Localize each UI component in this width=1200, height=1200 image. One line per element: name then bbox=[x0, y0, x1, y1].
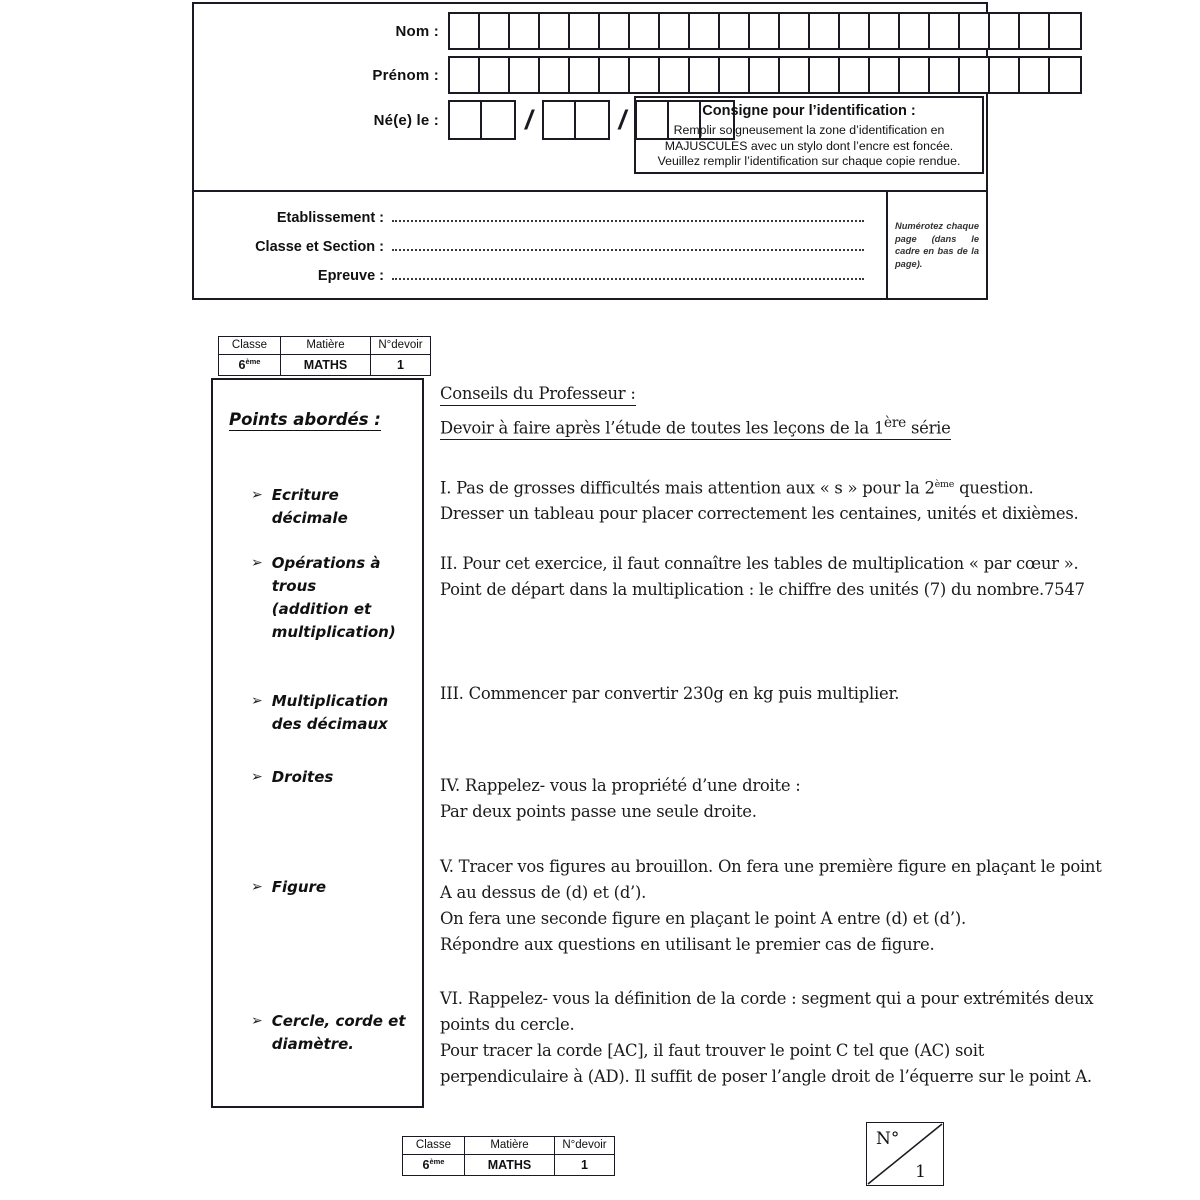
conseil-line-text: Dresser un tableau pour placer correctement les centaines, unités et dixièmes. bbox=[440, 504, 1079, 524]
value-numero-devoir: 1 bbox=[555, 1155, 615, 1176]
conseils-heading-text: Conseils du Professeur : bbox=[440, 384, 636, 406]
subheading-pre: Devoir à faire après l’étude de toutes les leçons de la 1 bbox=[440, 418, 885, 438]
epreuve-input-line[interactable] bbox=[392, 266, 864, 280]
points-abordes-box bbox=[211, 378, 424, 1108]
conseil-line-text: II. Pour cet exercice, il faut connaître les tables de multiplication « par cœur ». bbox=[440, 554, 1079, 573]
naissance-label: Né(e) le : bbox=[373, 111, 439, 129]
conseil-line bbox=[440, 1012, 1093, 1038]
field-row-epreuve bbox=[194, 266, 886, 284]
points-abordes-item-line: Opérations à bbox=[271, 554, 381, 572]
char-cell[interactable] bbox=[870, 58, 900, 92]
points-abordes-item bbox=[251, 1010, 419, 1056]
points-abordes-title bbox=[229, 410, 381, 429]
value-classe-number: 6 bbox=[422, 1158, 430, 1173]
arrow-bullet-icon: ➢ bbox=[251, 554, 263, 570]
char-cell[interactable] bbox=[840, 14, 870, 48]
points-abordes-item-line: Cercle, corde et bbox=[271, 1012, 406, 1030]
points-abordes-item-line: Multiplication bbox=[271, 692, 389, 710]
points-abordes-item-line: (addition et bbox=[271, 600, 372, 618]
value-classe-suffix: ème bbox=[245, 357, 261, 366]
char-cell[interactable] bbox=[450, 102, 482, 138]
char-cell[interactable] bbox=[780, 58, 810, 92]
char-cell[interactable] bbox=[990, 58, 1020, 92]
conseil-item-i bbox=[440, 472, 1079, 527]
char-cell[interactable] bbox=[540, 14, 570, 48]
char-cell[interactable] bbox=[630, 58, 660, 92]
points-abordes-item bbox=[251, 690, 419, 736]
conseil-line-text: Pour tracer la corde [AC], il faut trouver le point C tel que (AC) soit bbox=[440, 1041, 985, 1060]
char-cell[interactable] bbox=[750, 58, 780, 92]
char-cell[interactable] bbox=[840, 58, 870, 92]
field-row-nom bbox=[274, 12, 1082, 50]
char-cell[interactable] bbox=[690, 14, 720, 48]
char-cell[interactable] bbox=[600, 14, 630, 48]
conseil-item-v bbox=[440, 854, 1102, 958]
consigne-title: Consigne pour l’identification : bbox=[702, 103, 916, 119]
birth-day-boxes[interactable] bbox=[448, 100, 516, 140]
char-cell[interactable] bbox=[780, 14, 810, 48]
char-cell[interactable] bbox=[720, 58, 750, 92]
value-matiere: MATHS bbox=[281, 355, 371, 376]
char-cell[interactable] bbox=[570, 14, 600, 48]
field-row-classe-section bbox=[194, 237, 886, 255]
char-cell[interactable] bbox=[480, 58, 510, 92]
conseil-line-text: Point de départ dans la multiplication : le chiffre des unités (7) du nombre.7547 bbox=[440, 580, 1085, 599]
arrow-bullet-icon: ➢ bbox=[251, 486, 263, 502]
page-number-box[interactable] bbox=[866, 1122, 944, 1186]
conseil-line bbox=[440, 854, 1102, 880]
value-classe-suffix: ème bbox=[429, 1157, 445, 1166]
page-number-value: 1 bbox=[915, 1162, 926, 1182]
conseil-line-text: V. Tracer vos figures au brouillon. On fera une première figure en plaçant le point bbox=[440, 857, 1102, 876]
conseil-line bbox=[440, 1038, 1093, 1064]
conseil-line bbox=[440, 501, 1079, 527]
epreuve-label: Epreuve : bbox=[317, 268, 384, 284]
conseil-item-ii bbox=[440, 551, 1085, 603]
conseil-line bbox=[440, 472, 1079, 501]
conseil-line bbox=[440, 773, 801, 799]
conseil-line bbox=[440, 551, 1085, 577]
field-row-prenom bbox=[274, 56, 1082, 94]
char-cell[interactable] bbox=[870, 14, 900, 48]
points-abordes-item-line: des décimaux bbox=[271, 715, 388, 733]
nom-label: Nom : bbox=[395, 22, 439, 40]
points-abordes-item bbox=[251, 876, 419, 899]
points-abordes-item-label bbox=[272, 690, 388, 736]
char-cell[interactable] bbox=[450, 14, 480, 48]
date-separator-1: / bbox=[525, 104, 533, 135]
char-cell[interactable] bbox=[576, 102, 608, 138]
identification-bottom-section bbox=[194, 192, 986, 298]
consigne-line-2: MAJUSCULES avec un stylo dont l’encre est foncée. bbox=[664, 138, 954, 153]
points-abordes-item-line: multiplication) bbox=[271, 623, 396, 641]
conseil-line bbox=[440, 880, 1102, 906]
char-cell[interactable] bbox=[960, 14, 990, 48]
char-cell[interactable] bbox=[930, 14, 960, 48]
conseil-line-superscript: ème bbox=[934, 479, 955, 490]
value-numero-devoir: 1 bbox=[371, 355, 431, 376]
char-cell[interactable] bbox=[690, 58, 720, 92]
birth-month-boxes[interactable] bbox=[542, 100, 610, 140]
char-cell[interactable] bbox=[510, 58, 540, 92]
char-cell[interactable] bbox=[810, 58, 840, 92]
char-cell[interactable] bbox=[630, 14, 660, 48]
info-table-top bbox=[218, 336, 431, 376]
dotted-fields-area bbox=[194, 192, 888, 298]
conseil-line-text: A au dessus de (d) et (d’). bbox=[440, 883, 647, 902]
conseil-line bbox=[440, 1064, 1093, 1090]
nom-input-boxes[interactable] bbox=[448, 12, 1082, 50]
conseil-item-vi bbox=[440, 986, 1093, 1090]
char-cell[interactable] bbox=[1050, 14, 1080, 48]
char-cell[interactable] bbox=[750, 14, 780, 48]
page-number-label: N° bbox=[876, 1129, 900, 1149]
conseil-line-text: points du cercle. bbox=[440, 1015, 575, 1034]
arrow-bullet-icon: ➢ bbox=[251, 878, 263, 894]
char-cell[interactable] bbox=[720, 14, 750, 48]
info-table-bottom bbox=[402, 1136, 615, 1176]
conseil-line-text: IV. Rappelez- vous la propriété d’une droite : bbox=[440, 776, 801, 795]
table-row-headers bbox=[219, 337, 431, 355]
conseil-line-text: VI. Rappelez- vous la définition de la corde : segment qui a pour extrémités deux bbox=[440, 989, 1094, 1008]
table-row-values bbox=[403, 1155, 615, 1176]
conseils-subheading bbox=[440, 415, 951, 440]
numerotez-note-area bbox=[888, 192, 986, 298]
conseil-line-text: perpendiculaire à (AD). Il suffit de poser l’angle droit de l’équerre sur le point A. bbox=[440, 1067, 1092, 1086]
points-abordes-item-line: Ecriture bbox=[271, 486, 339, 504]
header-matiere: Matière bbox=[281, 337, 371, 355]
conseil-line bbox=[440, 986, 1093, 1012]
points-abordes-item-line: diamètre. bbox=[271, 1035, 354, 1053]
points-abordes-item-label bbox=[272, 484, 348, 530]
char-cell[interactable] bbox=[900, 14, 930, 48]
char-cell[interactable] bbox=[450, 58, 480, 92]
header-numero-devoir: N°devoir bbox=[555, 1137, 615, 1155]
points-abordes-item-label bbox=[272, 552, 396, 644]
value-matiere: MATHS bbox=[465, 1155, 555, 1176]
points-abordes-item-label bbox=[272, 876, 326, 899]
char-cell[interactable] bbox=[960, 58, 990, 92]
consigne-panel bbox=[634, 96, 984, 174]
consigne-line-1: Remplir soigneusement la zone d’identification en bbox=[673, 123, 945, 137]
char-cell[interactable] bbox=[510, 14, 540, 48]
points-abordes-item-label bbox=[272, 766, 334, 789]
points-abordes-item-label bbox=[272, 1010, 406, 1056]
points-abordes-item bbox=[251, 484, 419, 530]
char-cell[interactable] bbox=[600, 58, 630, 92]
subheading-sup: ère bbox=[884, 415, 906, 431]
arrow-bullet-icon: ➢ bbox=[251, 1012, 263, 1028]
classe-section-label: Classe et Section : bbox=[255, 239, 384, 255]
char-cell[interactable] bbox=[810, 14, 840, 48]
arrow-bullet-icon: ➢ bbox=[251, 692, 263, 708]
char-cell[interactable] bbox=[570, 58, 600, 92]
char-cell[interactable] bbox=[930, 58, 960, 92]
points-abordes-item-line: Figure bbox=[271, 878, 327, 896]
value-classe bbox=[403, 1155, 465, 1176]
conseil-line-text-after: question. bbox=[954, 478, 1034, 498]
char-cell[interactable] bbox=[482, 102, 514, 138]
subheading-post: série bbox=[906, 418, 951, 438]
table-row-headers bbox=[403, 1137, 615, 1155]
conseil-line-text: III. Commencer par convertir 230g en kg puis multiplier. bbox=[440, 684, 900, 703]
char-cell[interactable] bbox=[480, 14, 510, 48]
char-cell[interactable] bbox=[900, 58, 930, 92]
points-abordes-item-line: décimale bbox=[271, 509, 348, 527]
header-classe: Classe bbox=[219, 337, 281, 355]
date-separator-2: / bbox=[618, 104, 627, 135]
conseil-line bbox=[440, 577, 1085, 603]
points-abordes-item-line: Droites bbox=[271, 768, 334, 786]
identification-box bbox=[192, 2, 988, 300]
char-cell[interactable] bbox=[1020, 14, 1050, 48]
conseil-line-text: Répondre aux questions en utilisant le premier cas de figure. bbox=[440, 935, 935, 954]
conseil-item-iii bbox=[440, 681, 899, 707]
conseils-heading bbox=[440, 384, 636, 406]
conseils-subheading-text bbox=[440, 415, 951, 440]
conseil-item-iv bbox=[440, 773, 801, 825]
conseil-line-text: I. Pas de grosses difficultés mais attention aux « s » pour la 2 bbox=[440, 478, 935, 498]
etablissement-input-line[interactable] bbox=[392, 208, 864, 222]
conseil-line-text: Par deux points passe une seule droite. bbox=[440, 802, 757, 821]
char-cell[interactable] bbox=[660, 58, 690, 92]
etablissement-label: Etablissement : bbox=[276, 210, 384, 226]
prenom-label: Prénom : bbox=[372, 66, 439, 84]
field-row-etablissement bbox=[194, 208, 886, 226]
conseil-line-text: On fera une seconde figure en plaçant le point A entre (d) et (d’). bbox=[440, 909, 966, 928]
arrow-bullet-icon: ➢ bbox=[251, 768, 263, 784]
value-classe-number: 6 bbox=[238, 358, 246, 373]
header-numero-devoir: N°devoir bbox=[371, 337, 431, 355]
conseil-line bbox=[440, 799, 801, 825]
char-cell[interactable] bbox=[660, 14, 690, 48]
consigne-line-3: Veuillez remplir l’identification sur chaque copie rendue. bbox=[657, 154, 961, 168]
points-abordes-title-text: Points abordés : bbox=[229, 410, 381, 429]
table-row-values bbox=[219, 355, 431, 376]
char-cell[interactable] bbox=[1020, 58, 1050, 92]
points-abordes-item bbox=[251, 552, 419, 644]
header-classe: Classe bbox=[403, 1137, 465, 1155]
conseil-line bbox=[440, 906, 1102, 932]
conseil-line bbox=[440, 681, 899, 707]
numerotez-note: Numérotez chaque page (dans le cadre en bas de la page). bbox=[895, 221, 979, 269]
value-classe bbox=[219, 355, 281, 376]
classe-section-input-line[interactable] bbox=[392, 237, 864, 251]
header-matiere: Matière bbox=[465, 1137, 555, 1155]
identification-top-section bbox=[194, 4, 986, 192]
char-cell[interactable] bbox=[1050, 58, 1080, 92]
char-cell[interactable] bbox=[544, 102, 576, 138]
points-abordes-item-line: trous bbox=[271, 577, 317, 595]
char-cell[interactable] bbox=[990, 14, 1020, 48]
conseil-line bbox=[440, 932, 1102, 958]
prenom-input-boxes[interactable] bbox=[448, 56, 1082, 94]
points-abordes-item bbox=[251, 766, 419, 789]
char-cell[interactable] bbox=[540, 58, 570, 92]
